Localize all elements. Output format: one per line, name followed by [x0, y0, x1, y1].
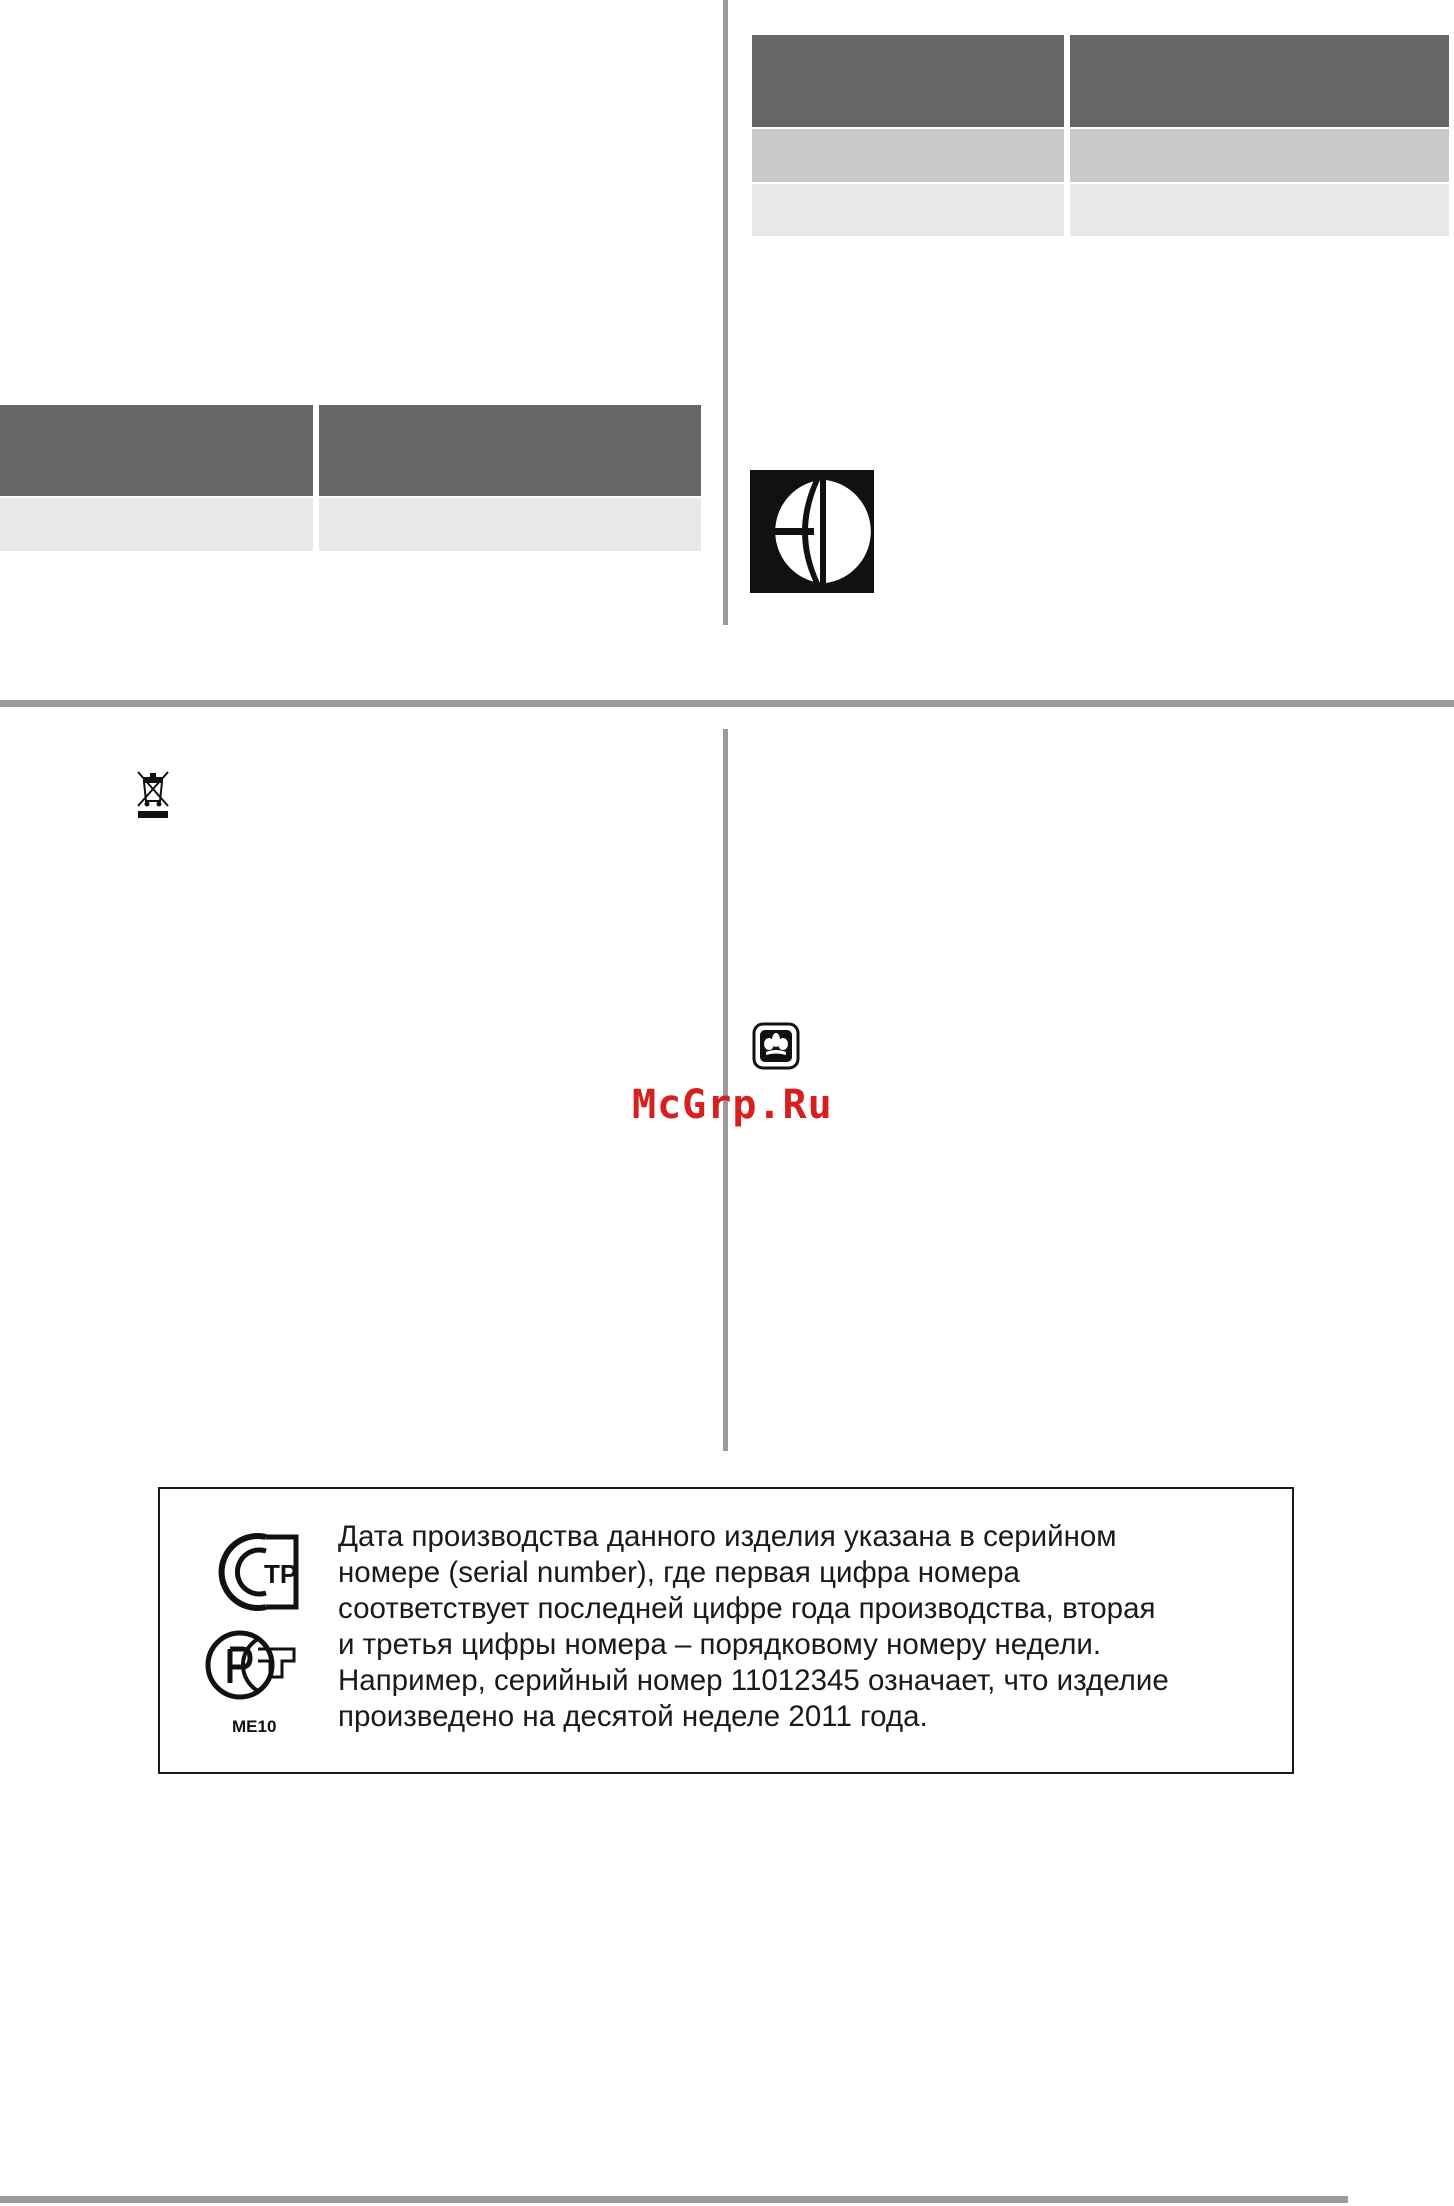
top-right-table	[752, 35, 1449, 236]
info-text-line: Например, серийный номер 11012345 означает, что изделие	[338, 1664, 1169, 1697]
section-divider	[0, 700, 1454, 707]
table-header-cell	[319, 405, 701, 496]
footer-rule	[0, 2196, 1348, 2203]
info-text-line: номере (serial number), где первая цифра номера	[338, 1556, 1020, 1589]
info-text	[338, 1519, 1278, 1735]
table-row-cell	[0, 498, 313, 551]
info-text-line: соответствует последней цифре года производства, вторая	[338, 1592, 1156, 1625]
crossed-out-wheelie-bin-icon	[134, 768, 172, 820]
table-header-cell	[752, 35, 1064, 127]
table-row-cell	[1070, 184, 1449, 236]
table-row-cell	[319, 498, 701, 551]
certification-code: ME10	[232, 1717, 277, 1736]
table-row-cell	[1070, 129, 1449, 182]
table-row-cell	[752, 184, 1064, 236]
eco-flower-icon	[752, 1022, 800, 1070]
electrolux-logo-icon	[750, 470, 874, 593]
table-header-cell	[0, 405, 313, 496]
info-text-line: Дата производства данного изделия указана в серийном	[338, 1520, 1117, 1553]
cert-mark-1-text: ТР	[264, 1559, 298, 1589]
info-text-line: произведено на десятой неделе 2011 года.	[338, 1700, 928, 1733]
top-left-table	[0, 405, 701, 552]
certification-mark-rst-icon	[204, 1627, 308, 1707]
table-row-cell	[752, 129, 1064, 182]
info-text-line: и третья цифры номера – порядковому номеру недели.	[338, 1628, 1102, 1661]
watermark: McGrp.Ru	[632, 1082, 833, 1128]
certification-mark-tr-icon	[204, 1527, 308, 1617]
column-divider-top	[723, 0, 728, 625]
table-header-cell	[1070, 35, 1449, 127]
production-date-info-box	[158, 1487, 1294, 1774]
